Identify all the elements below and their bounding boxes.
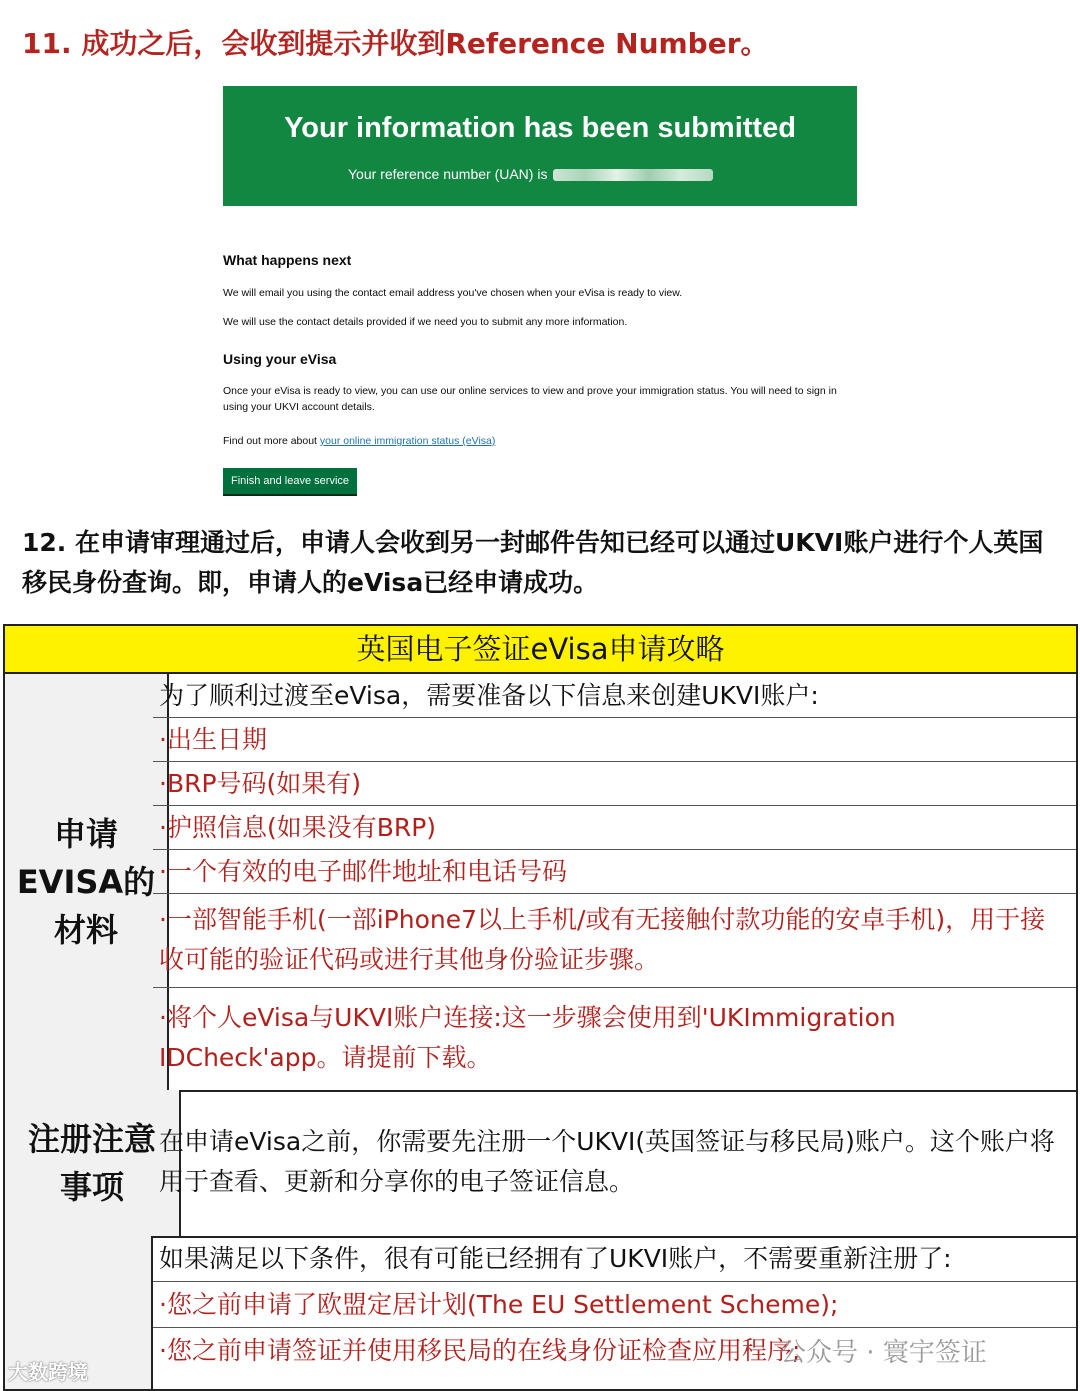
materials-label: 申请EVISA的材料 [5, 674, 169, 1090]
material-item: ·将个人eVisa与UKVI账户连接:这一步骤会使用到'UKImmigration IDCheck'app。请提前下载。 [159, 1003, 896, 1072]
banner-title: Your information has been submitted [284, 112, 796, 144]
reference-number-line [348, 166, 713, 182]
step-11-title: 11. 成功之后，会收到提示并收到Reference Number。 [22, 27, 769, 60]
using-evisa-heading: Using your eVisa [223, 351, 337, 367]
watermark-left: 大数跨境 [8, 1360, 88, 1384]
confirmation-banner [223, 86, 857, 206]
material-item: ·出生日期 [153, 718, 1076, 762]
immigration-status-link[interactable]: your online immigration status (eVisa) [319, 435, 496, 447]
registration-notes-label: 注册注意事项 [5, 1090, 181, 1236]
materials-section [5, 674, 1076, 1092]
evisa-guide-table [3, 624, 1078, 1391]
reference-label: Your reference number (UAN) is [348, 166, 548, 182]
watermark-right: 公众号 · 寰宇签证 [780, 1338, 987, 1368]
guide-title: 英国电子签证eVisa申请攻略 [5, 626, 1076, 674]
material-item: ·一个有效的电子邮件地址和电话号码 [153, 850, 1076, 894]
using-evisa-paragraph: Once your eVisa is ready to view, you can use our online services to view and prove your immigration status. You will need to sign in using your UKVI account details. [223, 385, 837, 413]
what-happens-next-heading: What happens next [223, 252, 352, 268]
registration-notes-cells [153, 1090, 1076, 1236]
registration-notes-text: 在申请eVisa之前，你需要先注册一个UKVI(英国签证与移民局)账户。这个账户将用于查看、更新和分享你的电子签证信息。 [159, 1127, 1055, 1196]
finish-and-leave-button[interactable]: Finish and leave service [223, 468, 357, 494]
find-out-more-line [223, 433, 843, 449]
materials-intro: 为了顺利过渡至eVisa，需要准备以下信息来创建UKVI账户: [153, 674, 1076, 718]
existing-account-item: ·您之前申请签证并使用移民局的在线身份证检查应用程序; [159, 1336, 801, 1365]
material-item: ·一部智能手机(一部iPhone7以上手机/或有无接触付款功能的安卓手机)，用于接收可能的验证代码或进行其他身份验证步骤。 [153, 894, 1076, 988]
what-next-paragraph-1: We will email you using the contact email address you've chosen when your eVisa is ready to view. [223, 287, 683, 299]
existing-account-item: ·您之前申请了欧盟定居计划(The EU Settlement Scheme); [153, 1282, 1076, 1328]
material-item: ·护照信息(如果没有BRP) [153, 806, 1076, 850]
step-12-text: 12. 在申请审理通过后，申请人会收到另一封邮件告知已经可以通过UKVI账户进行个人英国移民身份查询。即，申请人的eVisa已经申请成功。 [22, 528, 1044, 597]
find-out-prefix: Find out more about [223, 435, 317, 447]
what-next-paragraph-2: We will use the contact details provided if we need you to submit any more information. [223, 316, 628, 328]
material-item: ·BRP号码(如果有) [153, 762, 1076, 806]
materials-cells [153, 674, 1076, 1090]
blurred-reference-number [553, 169, 713, 181]
submission-confirmation-screenshot [215, 80, 865, 500]
registration-notes-section [5, 1090, 1076, 1238]
existing-account-intro: 如果满足以下条件，很有可能已经拥有了UKVI账户，不需要重新注册了: [153, 1236, 1076, 1282]
